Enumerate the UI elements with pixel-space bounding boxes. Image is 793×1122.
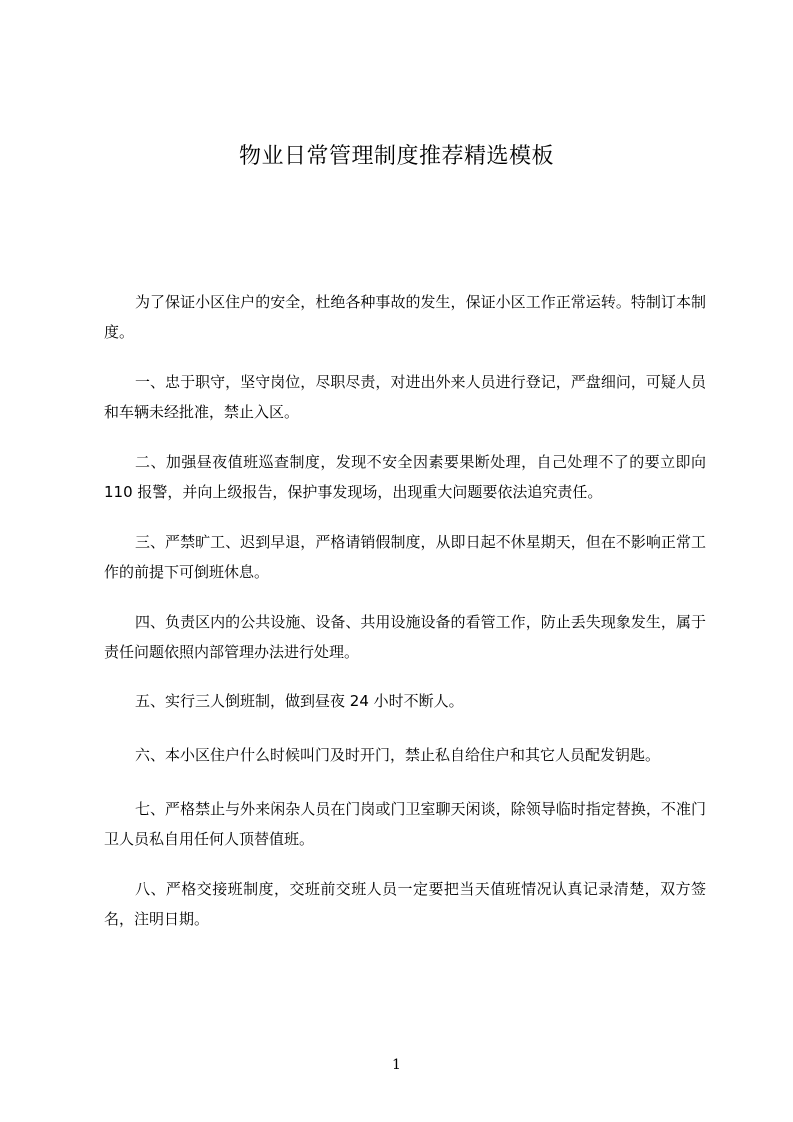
document-title: 物业日常管理制度推荐精选模板 [238,144,554,169]
paragraph-rule-6: 六、本小区住户什么时候叫门及时开门，禁止私自给住户和其它人员配发钥匙。 [135,746,661,764]
paragraph-rule-2: 二、加强昼夜值班巡查制度，发现不安全因素要果断处理，自己处理不了的要立即向 110 报警，并向上级报告，保护事发现场，出现重大问题要依法追究责任。 [104,453,706,501]
paragraph-rule-8: 八、严格交接班制度，交班前交班人员一定要把当天值班情况认真记录清楚，双方签名，注明日期。 [104,880,706,928]
paragraph-intro: 为了保证小区住户的安全，杜绝各种事故的发生，保证小区工作正常运转。特制订本制度。 [104,293,706,341]
paragraph-rule-3: 三、严禁旷工、迟到早退，严格请销假制度，从即日起不休星期天，但在不影响正常工作的前提下可倒班休息。 [104,533,706,581]
paragraph-rule-4: 四、负责区内的公共设施、设备、共用设施设备的看管工作，防止丢失现象发生，属于责任问题依照内部管理办法进行处理。 [104,613,706,661]
paragraph-rule-5: 五、实行三人倒班制，做到昼夜 24 小时不断人。 [135,692,464,710]
paragraph-rule-7: 七、严格禁止与外来闲杂人员在门岗或门卫室聊天闲谈，除领导临时指定替换，不准门卫人员私自用任何人顶替值班。 [104,800,706,848]
paragraph-rule-1: 一、忠于职守，坚守岗位，尽职尽责，对进出外来人员进行登记，严盘细问，可疑人员和车辆未经批准，禁止入区。 [104,373,706,421]
page-number: 1 [392,1057,401,1073]
